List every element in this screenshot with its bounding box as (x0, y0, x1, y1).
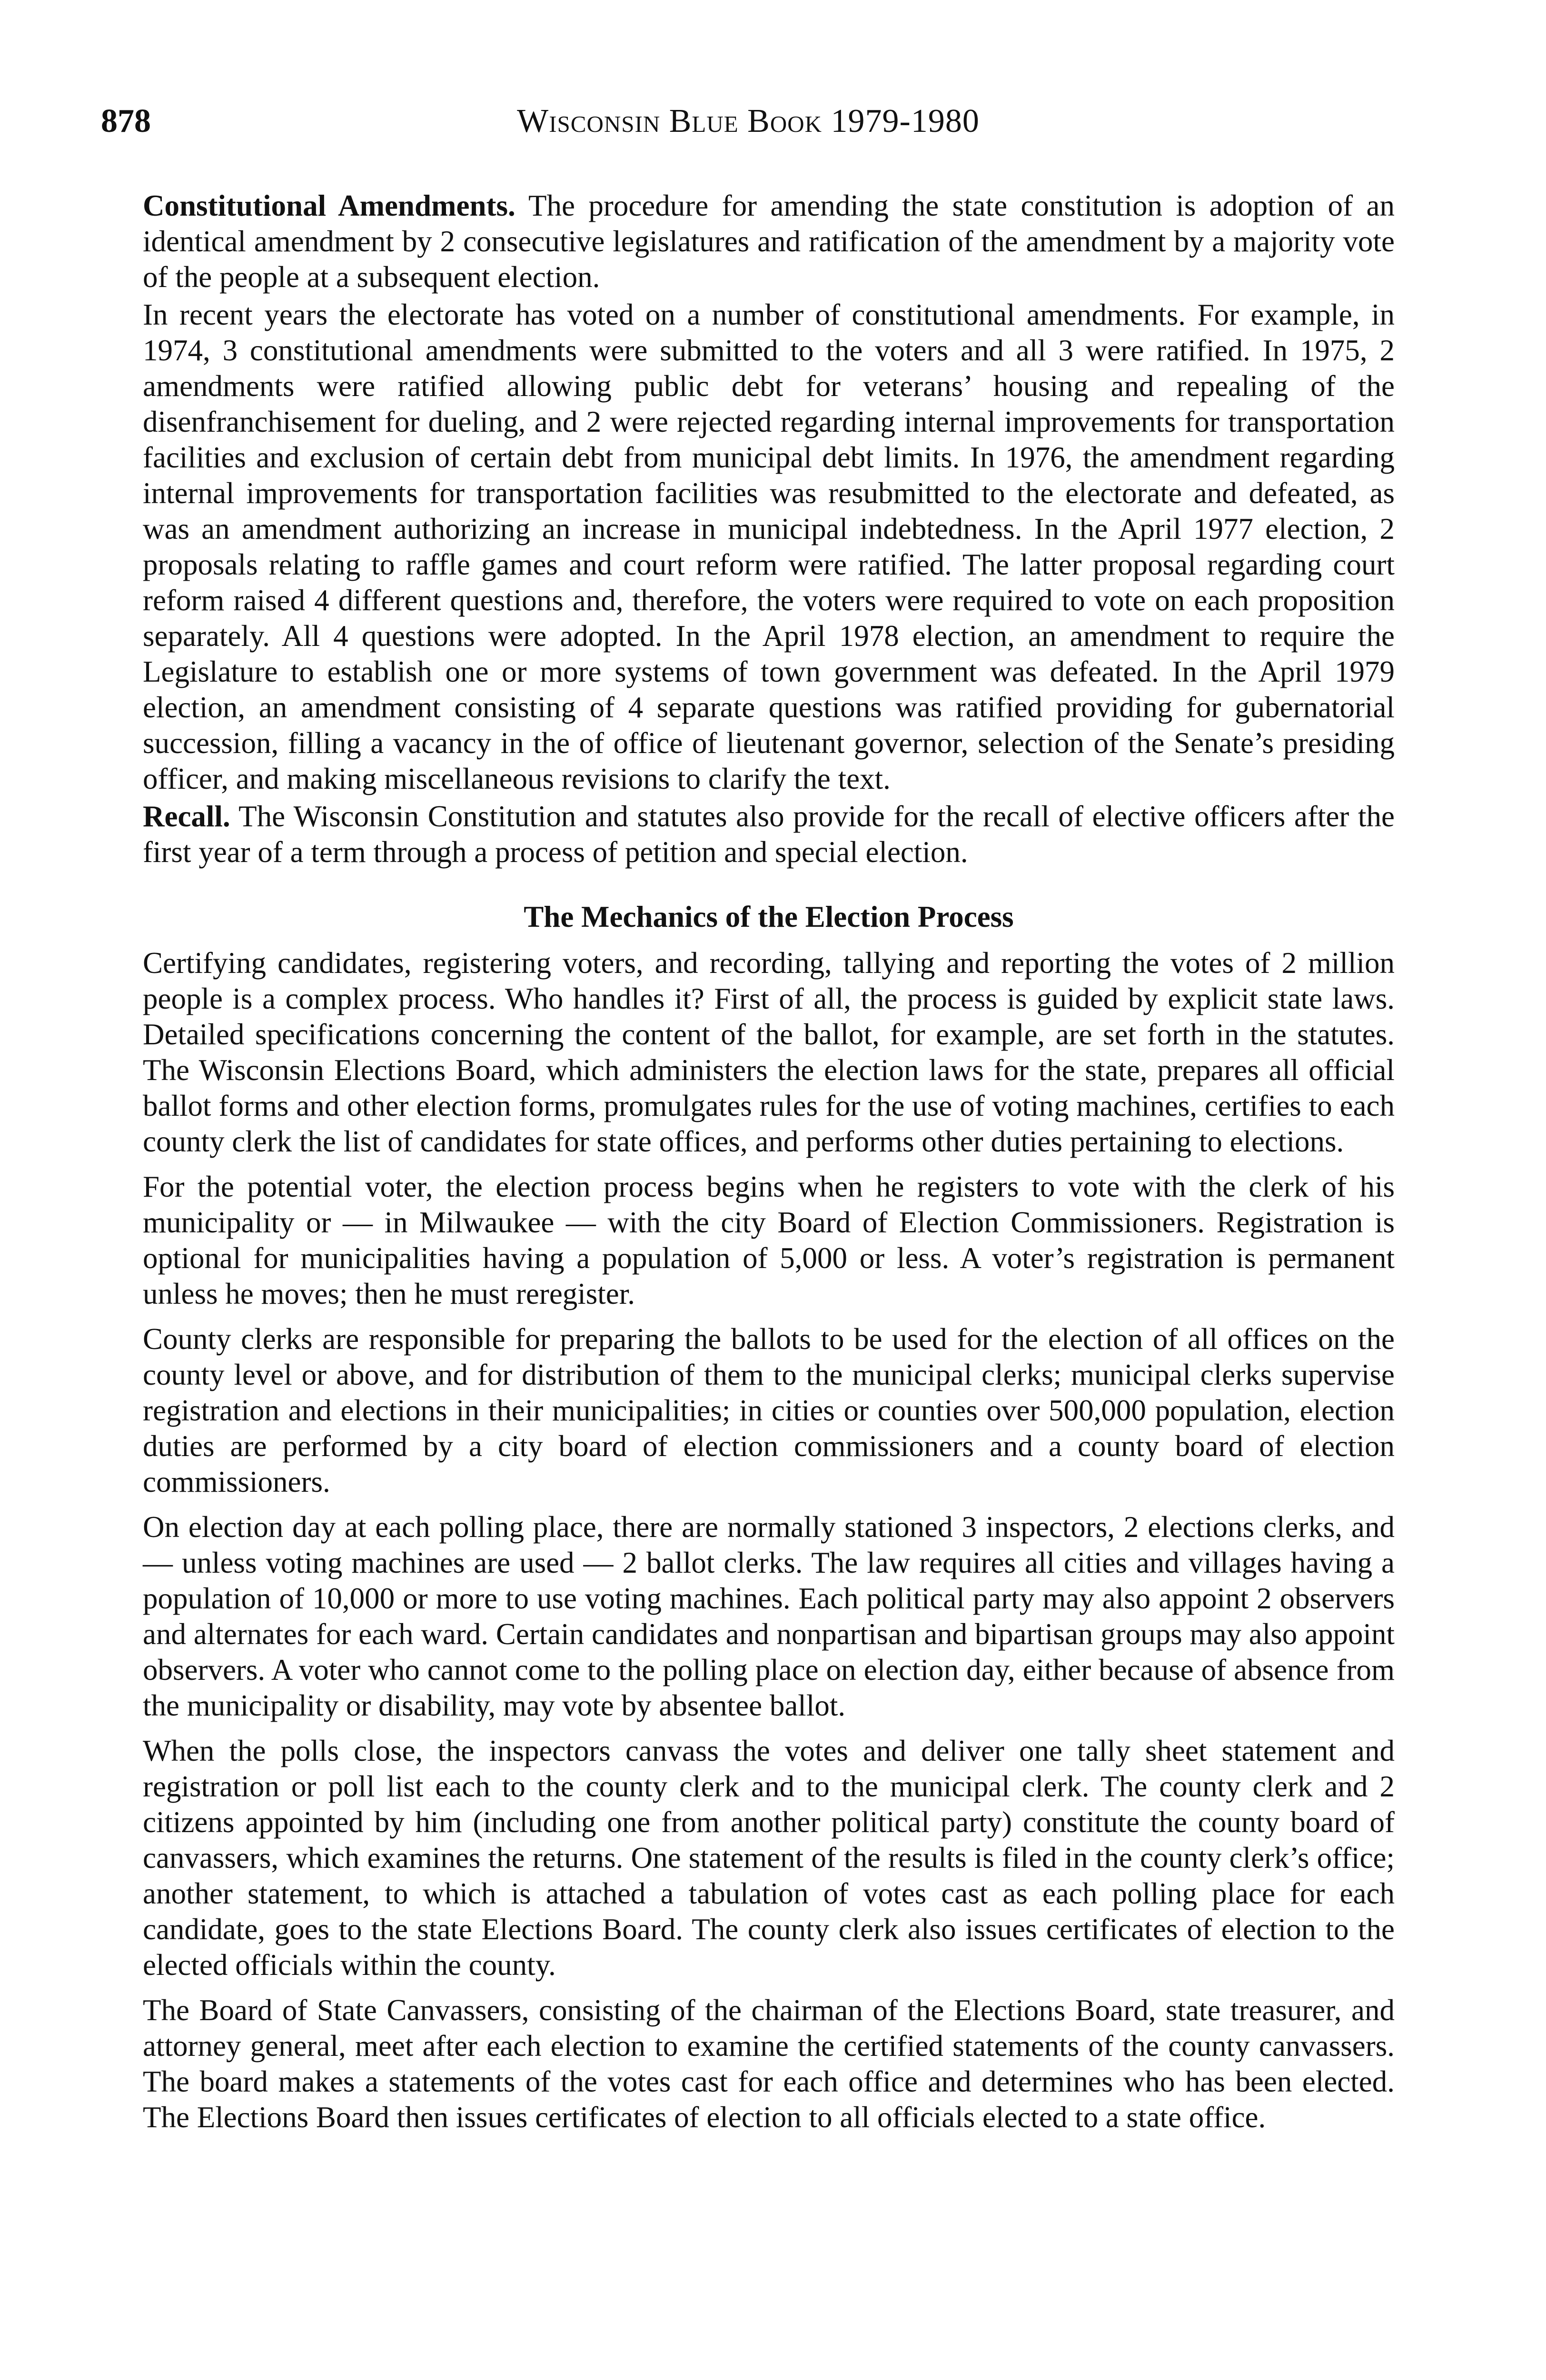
paragraph-certifying-candidates: Certifying candidates, registering voters, and recording, tallying and reporting the votes of 2 million people is a complex process. Who handles it? First of all, the process is guided by explicit state laws. Detailed specifications concerning the content of the ballot, for example, are set forth in the statutes. The Wisconsin Elections Board, which administers the election laws for the state, prepares all official ballot forms and other election forms, promulgates rules for the use of voting machines, certifies to each county clerk the list of candidates for state offices, and performs other duties pertaining to elections. (143, 946, 1395, 1158)
paragraph-amendment-history: In recent years the electorate has voted on a number of constitutional amendments. For example, in 1974, 3 constitutional amendments were submitted to the voters and all 3 were ratified. In 1975, 2 amendments were ratified allowing public debt for veterans’ housing and repealing of the disenfranchisement for dueling, and 2 were rejected regarding internal improvements for transportation facilities and exclusion of certain debt from municipal debt limits. In 1976, the amendment regarding internal improvements for transportation facilities was resubmitted to the electorate and defeated, as was an amendment authorizing an increase in municipal indebtedness. In the April 1977 election, 2 proposals relating to raffle games and court reform were ratified. The latter proposal regarding court reform raised 4 different questions and, therefore, the voters were required to vote on each proposition separately. All 4 questions were adopted. In the April 1978 election, an amendment to require the Legislature to establish one or more systems of town government was defeated. In the April 1979 election, an amendment consisting of 4 separate questions was ratified providing for gubernatorial succession, filling a vacancy in the of office of lieutenant governor, selection of the Senate’s presiding officer, and making miscellaneous revisions to clarify the text. (143, 298, 1395, 795)
paragraph-recall (143, 799, 1395, 870)
section-heading: The Mechanics of the Election Process (524, 900, 1014, 933)
paragraph-polls-close: When the polls close, the inspectors canvass the votes and deliver one tally sheet statement and registration or poll list each to the county clerk and to the municipal clerk. The county clerk and 2 citizens appointed by him (including one from another political party) constitute the county board of canvassers, which examines the returns. One statement of the results is filed in the county clerk’s office; another statement, to which is attached a tabulation of votes cast as each polling place for each candidate, goes to the state Elections Board. The county clerk also issues certificates of election to the elected officials within the county. (143, 1734, 1395, 1982)
paragraph-state-canvassers: The Board of State Canvassers, consisting of the chairman of the Elections Board, state treasurer, and attorney general, meet after each election to examine the certified statements of the county canvassers. The board makes a statements of the votes cast for each office and determines who has been elected. The Elections Board then issues certificates of election to all officials elected to a state office. (143, 1993, 1395, 2134)
running-title: Wisconsin Blue Book 1979-1980 (517, 103, 980, 139)
page-header (101, 93, 1396, 150)
run-in-heading-constitutional-amendments: Constitutional Amendments. (143, 189, 515, 222)
body-text (143, 188, 1395, 2137)
paragraph-constitutional-amendments (143, 188, 1395, 295)
paragraph-election-day: On election day at each polling place, there are normally stationed 3 inspectors, 2 elections clerks, and — unless voting machines are used — 2 ballot clerks. The law requires all cities and villages having a population of 10,000 or more to use voting machines. Each political party may also appoint 2 observers and alternates for each ward. Certain candidates and nonpartisan and bipartisan groups may also appoint observers. A voter who cannot come to the polling place on election day, either because of absence from the municipality or disability, may vote by absentee ballot. (143, 1510, 1395, 1722)
paragraph-voter-registration: For the potential voter, the election process begins when he registers to vote with the clerk of his municipality or — in Milwaukee — with the city Board of Election Commissioners. Registration is optional for municipalities having a population of 5,000 or less. A voter’s registration is permanent unless he moves; then he must reregister. (143, 1170, 1395, 1310)
run-in-heading-recall: Recall. (143, 800, 230, 833)
paragraph-text: The procedure for amending the state constitution is adoption of an identical amendment by 2 consecutive legislatures and ratification of the amendment by a majority vote of the people at a subsequent election. (143, 189, 1395, 294)
paragraph-text: The Wisconsin Constitution and statutes also provide for the recall of elective officers after the first year of a term through a process of petition and special election. (143, 800, 1395, 869)
page-number: 878 (101, 103, 151, 139)
paragraph-county-clerks: County clerks are responsible for preparing the ballots to be used for the election of all offices on the county level or above, and for distribution of them to the municipal clerks; municipal clerks supervise registration and elections in their municipalities; in cities or counties over 500,000 population, election duties are performed by a city board of election commissioners and a county board of election commissioners. (143, 1322, 1395, 1498)
